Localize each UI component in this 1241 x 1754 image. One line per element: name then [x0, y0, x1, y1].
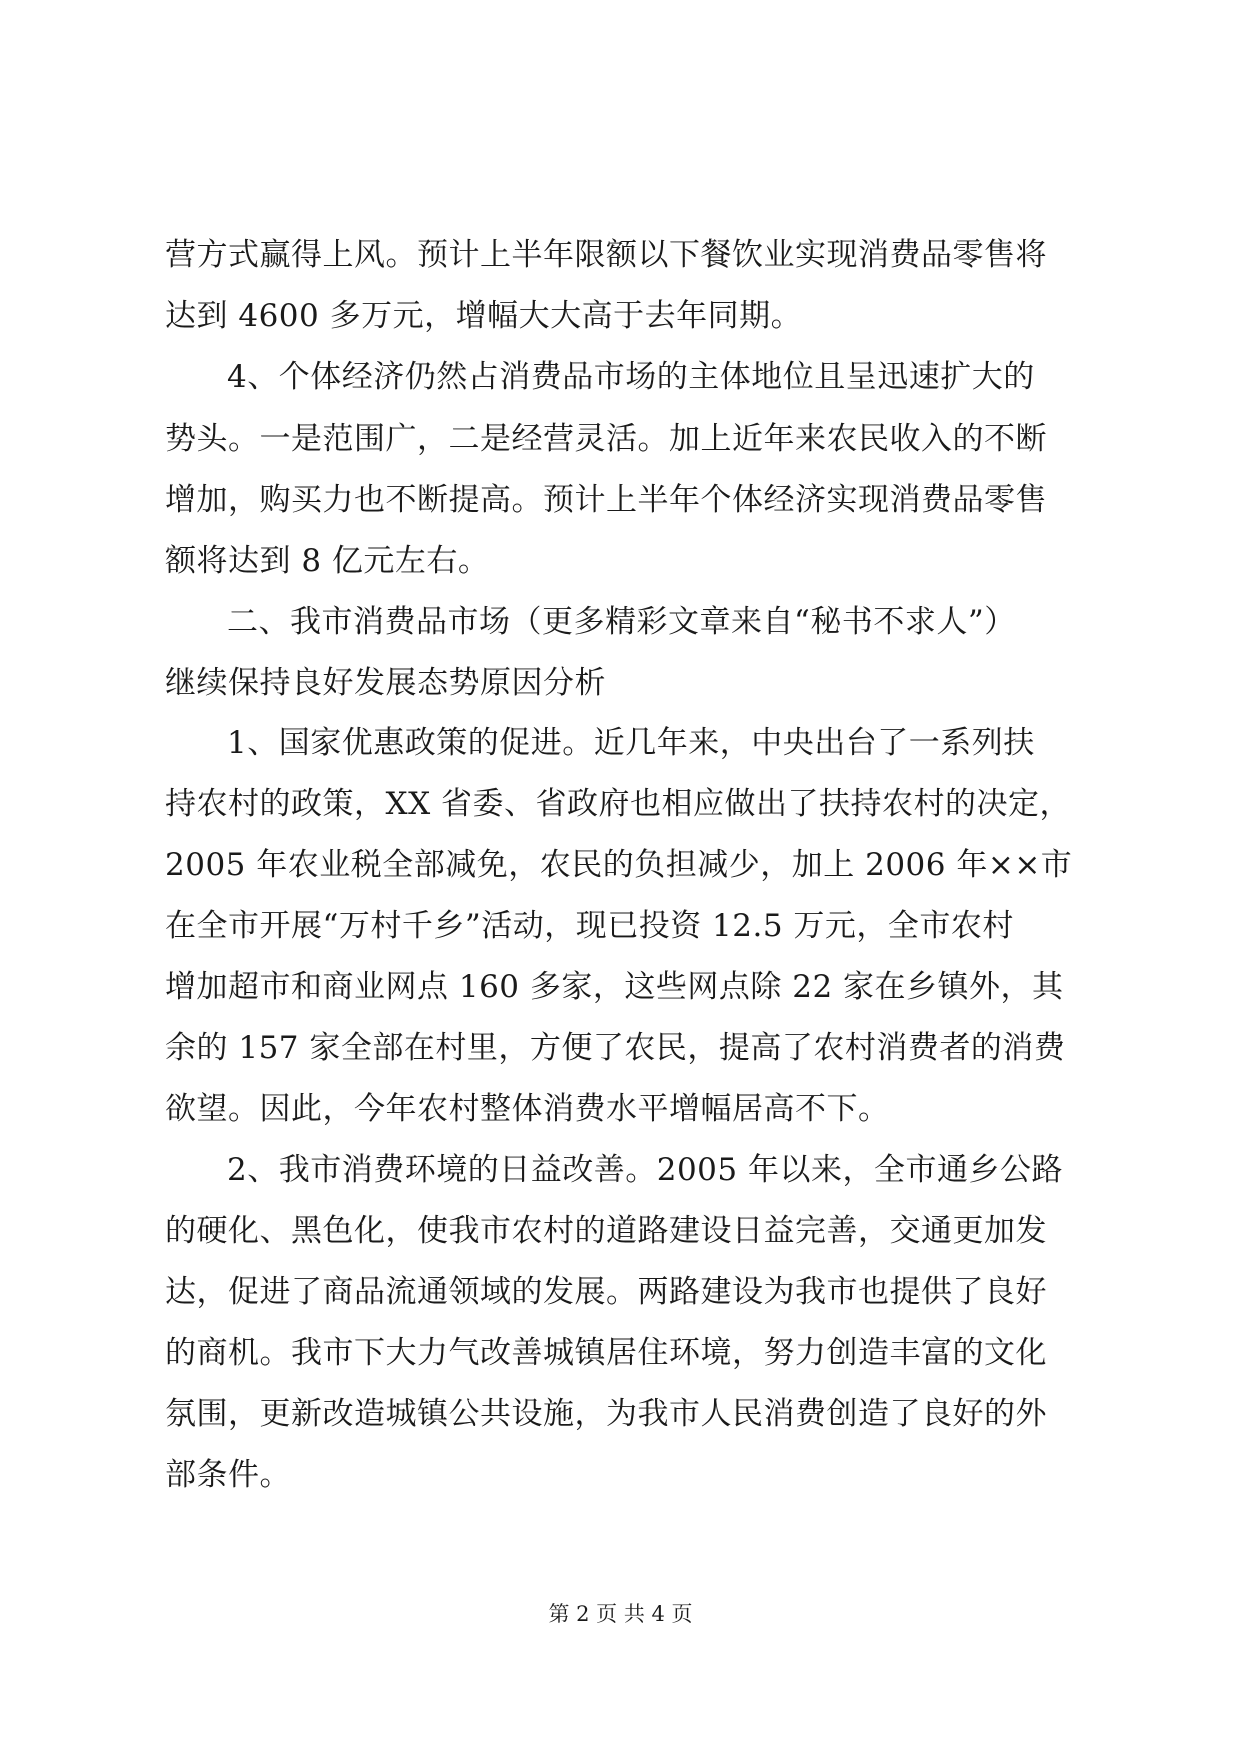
section-heading-line: 二、我市消费品市场（更多精彩文章来自“秘书不求人”）	[227, 604, 1016, 640]
text-line: 2005 年农业税全部减免，农民的负担减少，加上 2006 年××市	[165, 847, 1073, 883]
text-line: 的商机。我市下大力气改善城镇居住环境，努力创造丰富的文化	[165, 1335, 1047, 1371]
text-line: 1、国家优惠政策的促进。近几年来，中央出台了一系列扶	[227, 725, 1035, 761]
text-line: 持农村的政策，XX 省委、省政府也相应做出了扶持农村的决定，	[165, 786, 1071, 822]
text-line: 营方式赢得上风。预计上半年限额以下餐饮业实现消费品零售将	[165, 237, 1047, 273]
text-line: 增加超市和商业网点 160 多家，这些网点除 22 家在乡镇外，其	[165, 969, 1064, 1005]
text-line: 4、个体经济仍然占消费品市场的主体地位且呈迅速扩大的	[227, 359, 1035, 395]
text-line: 2、我市消费环境的日益改善。2005 年以来，全市通乡公路	[227, 1152, 1063, 1188]
text-line: 势头。一是范围广，二是经营灵活。加上近年来农民收入的不断	[165, 421, 1047, 457]
text-line: 额将达到 8 亿元左右。	[165, 543, 490, 579]
text-line: 的硬化、黑色化，使我市农村的道路建设日益完善，交通更加发	[165, 1213, 1047, 1249]
page-number-footer: 第 2 页 共 4 页	[548, 1602, 693, 1626]
text-line: 在全市开展“万村千乡”活动，现已投资 12.5 万元，全市农村	[165, 908, 1014, 944]
text-line: 余的 157 家全部在村里，方便了农民，提高了农村消费者的消费	[165, 1030, 1066, 1066]
section-heading-line: 继续保持良好发展态势原因分析	[165, 665, 606, 701]
text-line: 部条件。	[165, 1457, 291, 1493]
text-line: 达，促进了商品流通领域的发展。两路建设为我市也提供了良好	[165, 1274, 1047, 1310]
text-line: 达到 4600 多万元，增幅大大高于去年同期。	[165, 298, 803, 334]
text-line: 氛围，更新改造城镇公共设施，为我市人民消费创造了良好的外	[165, 1396, 1047, 1432]
text-line: 增加，购买力也不断提高。预计上半年个体经济实现消费品零售	[165, 482, 1047, 518]
text-line: 欲望。因此，今年农村整体消费水平增幅居高不下。	[165, 1091, 890, 1127]
